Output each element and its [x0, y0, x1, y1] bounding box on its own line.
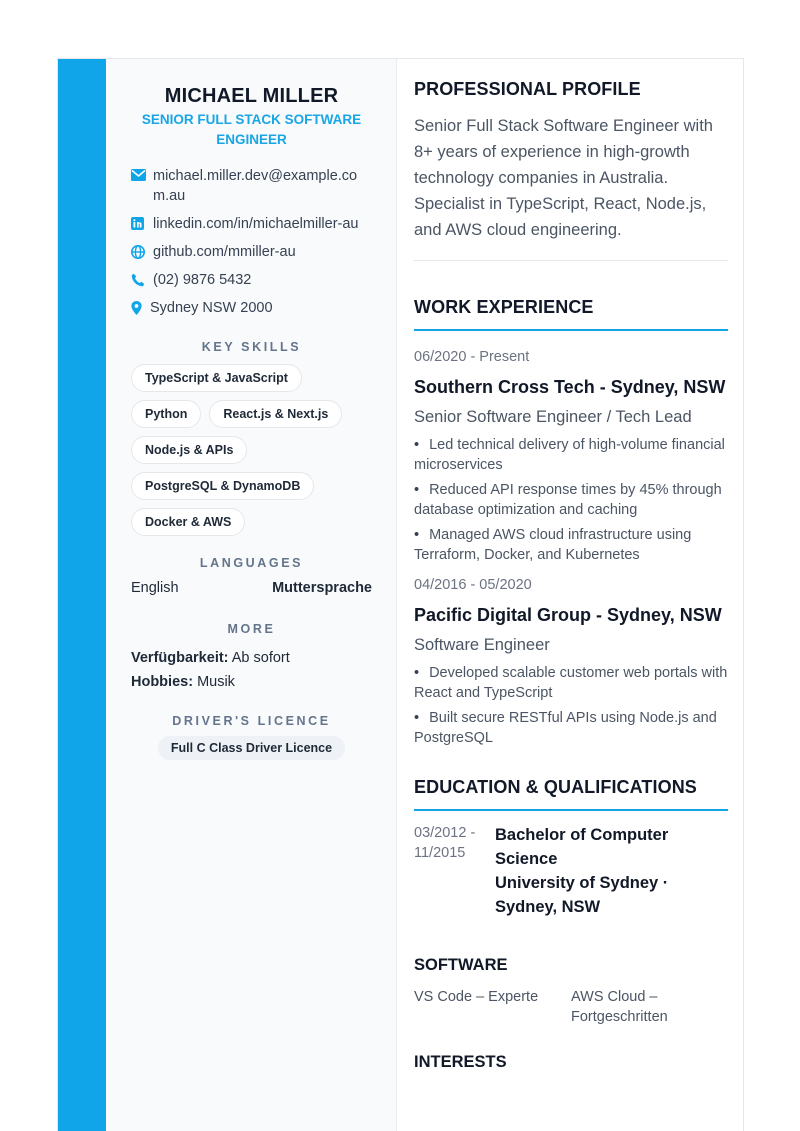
language-row [131, 580, 372, 596]
education-degree: Bachelor of Computer Science [495, 826, 669, 868]
skill-chip: Node.js & APIs [131, 436, 247, 464]
linkedin-icon [131, 214, 153, 230]
licence-heading: DRIVER'S LICENCE [172, 714, 331, 728]
contact-linkedin[interactable] [131, 214, 372, 234]
more-item-label: Verfügbarkeit: [131, 650, 229, 666]
resume-page [57, 58, 744, 1131]
languages-heading: LANGUAGES [199, 556, 304, 570]
work-heading: WORK EXPERIENCE [414, 297, 594, 317]
job-bullet: • Built secure RESTful APIs using Node.js and PostgreSQL [414, 708, 728, 748]
email-icon [131, 166, 153, 181]
job-bullets [414, 435, 728, 565]
software-list [414, 987, 728, 1027]
job-company: Southern Cross Tech - Sydney, NSW [414, 377, 726, 397]
more-item-value: Ab sofort [231, 650, 290, 666]
job-bullet: • Led technical delivery of high-volume financial microservices [414, 435, 728, 475]
skills-heading: KEY SKILLS [201, 340, 302, 354]
contact-github[interactable] [131, 242, 372, 262]
contact-location-text: Sydney NSW 2000 [150, 300, 273, 316]
job-bullet: • Developed scalable customer web portals with React and TypeScript [414, 663, 728, 703]
more-heading: MORE [227, 622, 276, 636]
contact-linkedin-text: linkedin.com/in/michaelmiller-au [153, 216, 359, 232]
skill-chip: PostgreSQL & DynamoDB [131, 472, 314, 500]
licence-wrap [131, 736, 372, 760]
software-item: VS Code – Experte [414, 989, 539, 1005]
education-institution: University of Sydney · Sydney, NSW [495, 874, 669, 916]
profile-heading: PROFESSIONAL PROFILE [414, 79, 641, 99]
location-pin-icon [131, 298, 150, 315]
job-entry [414, 575, 728, 748]
skill-chip: Docker & AWS [131, 508, 245, 536]
skill-chip: Python [131, 400, 201, 428]
job-bullets [414, 663, 728, 748]
education-info [495, 823, 728, 919]
job-company: Pacific Digital Group - Sydney, NSW [414, 605, 722, 625]
software-item: AWS Cloud – Fortgeschritten [571, 989, 668, 1025]
profile-text: Senior Full Stack Software Engineer with 8+ years of experience in high-growth technology companies in Australia. Specialist in TypeScript, React, Node.js, and AWS cloud engineering. [414, 117, 713, 239]
interests-heading: INTERESTS [414, 1053, 507, 1071]
job-date: 06/2020 - Present [414, 349, 530, 365]
job-role: Senior Software Engineer / Tech Lead [414, 408, 692, 426]
sidebar [106, 59, 397, 1131]
contact-phone[interactable] [131, 270, 372, 290]
more-list [131, 646, 372, 694]
candidate-name: MICHAEL MILLER [164, 85, 339, 107]
skill-chip: React.js & Next.js [209, 400, 342, 428]
education-entry [414, 823, 728, 919]
more-item [131, 670, 372, 694]
skill-chip: TypeScript & JavaScript [131, 364, 302, 392]
section-rule [414, 809, 728, 811]
accent-bar [58, 59, 106, 1131]
section-divider [414, 260, 728, 261]
globe-icon [131, 242, 153, 259]
skills-list [131, 364, 361, 536]
section-rule [414, 329, 728, 331]
contact-location [131, 298, 372, 318]
education-heading: EDUCATION & QUALIFICATIONS [414, 777, 697, 797]
job-date: 04/2016 - 05/2020 [414, 577, 532, 593]
contact-email-text: michael.miller.dev@example.com.au [153, 168, 358, 204]
more-item [131, 646, 372, 670]
main-content [398, 59, 744, 1131]
licence-chip: Full C Class Driver Licence [158, 736, 345, 760]
contact-list [131, 166, 372, 318]
contact-phone-text: (02) 9876 5432 [153, 272, 252, 288]
job-bullet: • Reduced API response times by 45% through database optimization and caching [414, 480, 728, 520]
phone-icon [131, 270, 153, 287]
job-role: Software Engineer [414, 636, 550, 654]
language-name: English [131, 580, 179, 596]
candidate-title: SENIOR FULL STACK SOFTWARE ENGINEER [141, 112, 362, 147]
job-entry [414, 347, 728, 565]
more-item-label: Hobbies: [131, 674, 194, 690]
job-bullet: • Managed AWS cloud infrastructure using Terraform, Docker, and Kubernetes [414, 525, 728, 565]
software-heading: SOFTWARE [414, 956, 508, 974]
more-item-value: Musik [197, 674, 235, 690]
education-date: 03/2012 - 11/2015 [414, 825, 476, 861]
contact-email[interactable] [131, 166, 372, 206]
contact-github-text: github.com/mmiller-au [153, 244, 296, 260]
language-level: Muttersprache [272, 580, 372, 596]
